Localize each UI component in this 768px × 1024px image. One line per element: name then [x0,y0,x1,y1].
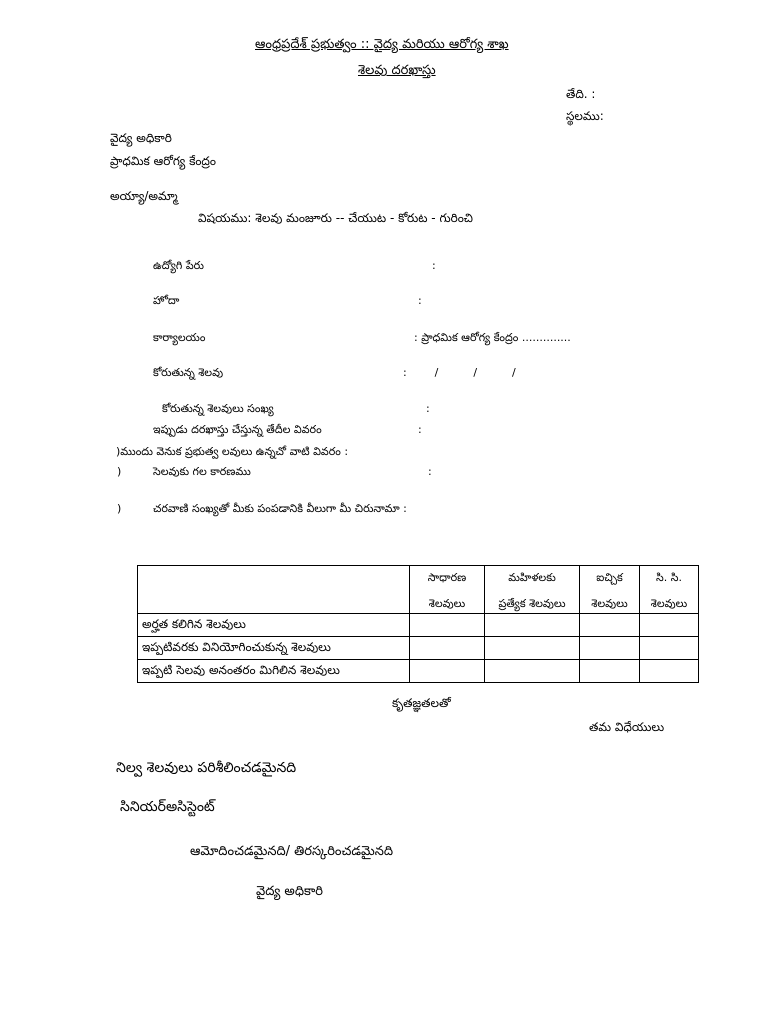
table-cell [640,637,699,660]
closing-thanks: కృతజ్ఞతలతో [392,696,451,710]
addressee-line2: ప్రాధమిక ఆరోగ్య కేంద్రం [110,154,216,168]
table-row [138,637,699,660]
dates-detail-colon: : [418,423,422,436]
requested-leave-value: : / / / [403,366,516,379]
designation-colon: : [418,294,422,307]
leave-count-label: కోరుతున్న శెలవులు సంఖ్య [162,402,274,415]
table-header-row [138,566,699,614]
table-row-label: అర్హత కలిగిన శెలవులు [138,614,410,637]
table-header-cell: సి. సి. శెలవులు [640,566,699,614]
table-header-cell [138,566,410,614]
page-title: ఆంధ్రప్రదేశ్ ప్రభుత్వం :: వైద్య మరియు ఆరోగ్య శాఖ [255,37,509,52]
closing-yours: తమ విధేయులు [589,720,665,734]
date-label: తేది. : [566,87,596,101]
address-marker: ) [117,502,122,515]
table-row-label: ఇప్పటివరకు వినియోగించుకున్న శెలవులు [138,637,410,660]
subject-line: విషయము: శెలవు మంజూరు -- చేయుట - కోరుట - గురించి [198,211,473,225]
table-cell [410,660,485,683]
leave-count-colon: : [426,402,430,415]
addressee-line1: వైద్య అధికారి [110,131,172,145]
table-cell [640,614,699,637]
table-cell [410,637,485,660]
requested-leave-label: కోరుతున్న శెలవు [153,366,224,379]
reason-marker: ) [117,465,122,478]
prefix-suffix-label: )ముందు వెనుక ప్రభుత్వ లవులు ఉన్నచో వాటి వివరం : [116,445,349,458]
office-label: కార్యాలయం [153,331,206,344]
salutation: అయ్యా/అమ్మా [110,189,178,203]
reason-label: సెలవుకు గల కారణము [153,465,251,478]
medical-officer-signature: వైద్య అధికారి [256,884,323,899]
office-value: : ప్రాధమిక ఆరోగ్య కేంద్రం .............. [414,331,571,344]
employee-name-label: ఉద్యోగి పేరు [153,259,204,272]
senior-assistant-signature: సినియర్అసిస్టెంట్ [120,799,215,815]
employee-name-colon: : [432,259,436,272]
table-cell [485,637,580,660]
place-label: స్థలము: [566,109,604,123]
table-cell [485,614,580,637]
table-cell [580,614,640,637]
designation-label: హోదా [153,294,180,307]
table-row [138,614,699,637]
table-cell [640,660,699,683]
dates-detail-label: ఇప్పుడు దరఖాస్తు చేస్తున్న తేదీల వివరం [153,423,322,436]
table-cell [485,660,580,683]
table-cell [580,660,640,683]
reason-colon: : [428,465,432,478]
approval-status: ఆమోదించడమైనది/ తిరస్కరించడమైనది [190,844,394,859]
table-row [138,660,699,683]
table-header-cell: మహిళలకు ప్రత్యేక శెలవులు [485,566,580,614]
table-cell [410,614,485,637]
leave-balance-table [137,565,699,683]
table-header-cell: సాధారణ శెలవులు [410,566,485,614]
balance-checked-note: నిల్వ శెలవులు పరిశీలించడమైనది [116,760,297,776]
address-label: చరవాణి సంఖ్యతో మీకు పంపడానికి వీలుగా మీ చిరునామా : [153,502,407,515]
table-row-label: ఇప్పటి సెలవు అనంతరం మిగిలిన శెలవులు [138,660,410,683]
form-subtitle: శెలవు దరఖాస్తు [358,63,436,78]
table-cell [580,637,640,660]
table-header-cell: ఐచ్చిక శెలవులు [580,566,640,614]
